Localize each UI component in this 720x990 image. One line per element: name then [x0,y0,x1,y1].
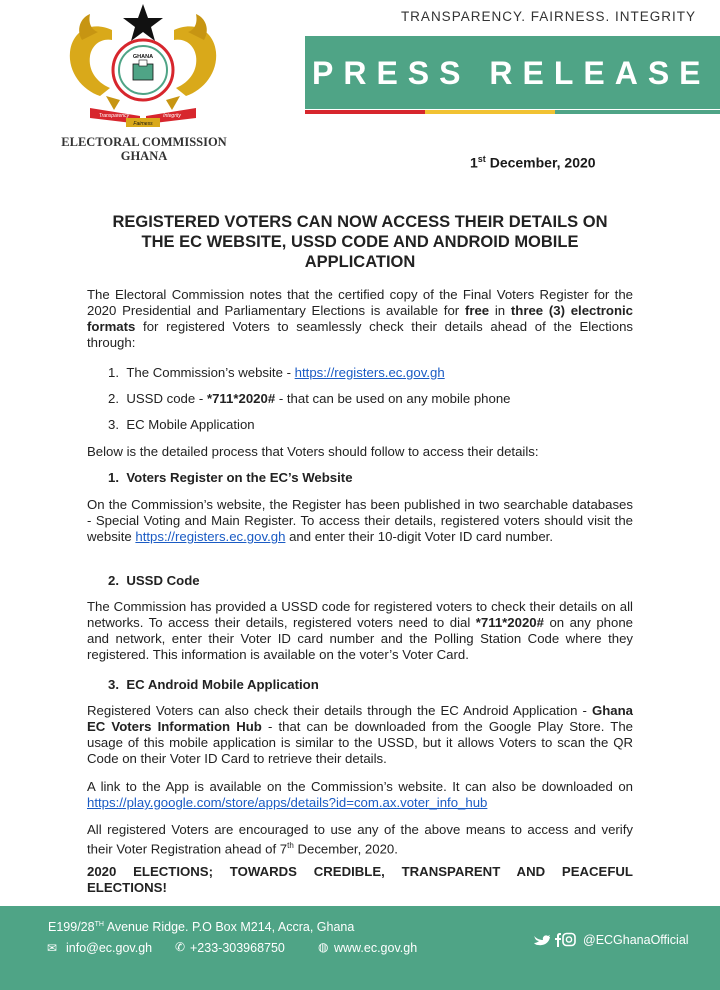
organization-name-line2: GHANA [120,149,168,163]
closing-slogan: 2020 ELECTIONS; TOWARDS CREDIBLE, TRANSPARENT AND PEACEFUL ELECTIONS! [87,864,633,895]
section-heading-ussd: 2. USSD Code [108,573,200,588]
play-store-link[interactable]: https://play.google.com/store/apps/details?id=com.ax.voter_info_hub [87,795,488,810]
organization-name [56,135,232,163]
release-date: 1st December, 2020 [470,154,596,171]
process-intro: Below is the detailed process that Voters should follow to access their details: [87,444,539,459]
press-release-title: PRESS RELEASE [312,55,711,91]
app-link-paragraph: A link to the App is available on the Commission’s website. It can also be downloaded on https://play.google.com/store/apps/details?id=com.ax.voter_info_hub [87,779,633,810]
intro-paragraph: The Electoral Commission notes that the certified copy of the Final Voters Register for the 2020 Presidential and Parliamentary Elections is available for free in three (3) electronic formats for registered Voters to seamlessly check their details ahead of the Elections through: [87,287,634,350]
flag-stripe-yellow [425,110,555,114]
seal-text-top: GHANA [132,54,154,60]
headline: REGISTERED VOTERS CAN NOW ACCESS THEIR DETAILS ON THE EC WEBSITE, USSD CODE AND ANDROID MOBILE APPLICATION [112,213,608,271]
footer-website[interactable]: www.ec.gov.gh [334,941,418,955]
organization-name-line1: ELECTORAL COMMISSION [61,135,227,149]
social-icons [533,932,577,948]
flag-stripe-green [555,110,720,114]
section-ussd-paragraph: The Commission has provided a USSD code for registered voters to check their details on all networks. To access their details, registered voters need to dial *711*2020# on any phone and network, enter their Voter ID card number and the Polling Station Code where they registered. This information is available on the voter’s Voter Card. [87,599,633,662]
seal-ribbon-right: Integrity [163,113,181,119]
footer-address: E199/28TH Avenue Ridge. P.O Box M214, Accra, Ghana [48,920,355,934]
facebook-icon [555,933,561,947]
instagram-icon [563,934,575,946]
list-item-mobile-app: 3. EC Mobile Application [108,417,255,432]
list-item-website: 1. The Commission’s website - https://registers.ec.gov.gh [108,365,445,380]
section-heading-android-app: 3. EC Android Mobile Application [108,677,319,692]
ec-coat-of-arms-logo [60,0,226,135]
social-handle[interactable]: @ECGhanaOfficial [583,933,689,947]
registers-link[interactable]: https://registers.ec.gov.gh [135,529,286,544]
mail-icon: ✉ [47,941,58,955]
seal-ribbon-bottom: Fairness [133,121,153,127]
section-heading-website: 1. Voters Register on the EC’s Website [108,470,353,485]
globe-icon: ◍ [318,940,329,954]
twitter-icon [534,935,550,945]
encourage-paragraph: All registered Voters are encouraged to use any of the above means to access and verify their Voter Registration ahead of 7th December, 2020. [87,822,633,857]
footer-email[interactable]: info@ec.gov.gh [66,941,153,955]
seal-ribbon-left: Transparency [98,113,130,119]
list-item-ussd: 2. USSD code - *711*2020# - that can be used on any mobile phone [108,391,511,406]
phone-icon: ✆ [175,940,186,954]
section-website-paragraph: On the Commission’s website, the Register has been published in two searchable databases - Special Voting and Main Register. To access their details, registered voters should visit the website https://registers.ec.gov.gh and enter their 10-digit Voter ID card number. [87,497,633,544]
footer-phone[interactable]: +233-303968750 [190,941,285,955]
section-android-paragraph: Registered Voters can also check their details through the EC Android Application - Ghana EC Voters Information Hub - that can be downloaded from the Google Play Store. The usage of this mobile application is similar to the USSD, but it allows Voters to scan the QR Code on their Voter ID Card to retrieve their details. [87,703,633,766]
flag-stripe-red [305,110,425,114]
tagline: TRANSPARENCY. FAIRNESS. INTEGRITY [400,9,696,24]
website-link[interactable]: https://registers.ec.gov.gh [294,365,445,380]
